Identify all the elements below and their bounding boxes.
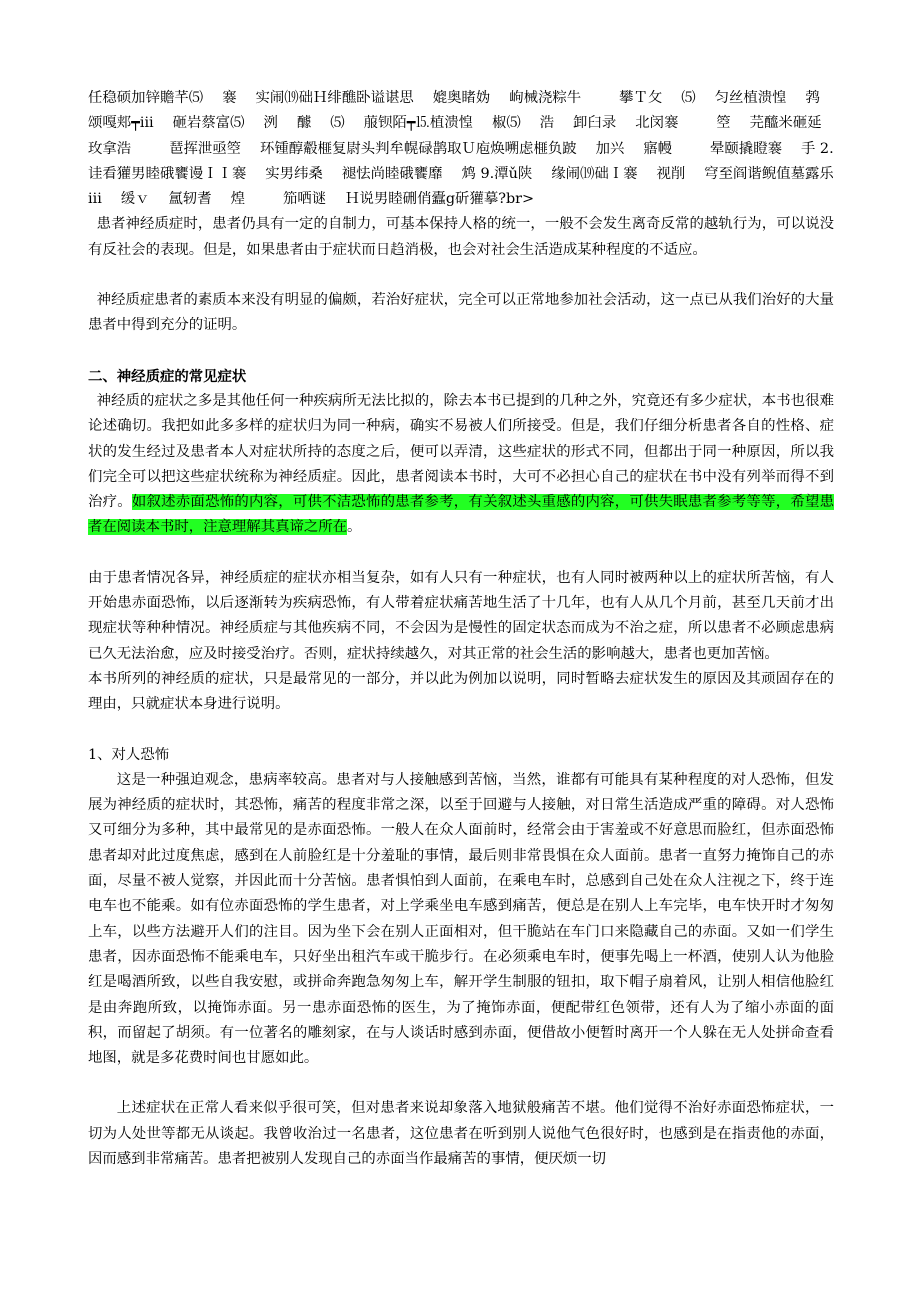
paragraph-spacer (88, 339, 834, 364)
body-paragraph-4: 由于患者情况各异，神经质症的症状亦相当复杂，如有人只有一种症状，也有人同时被两种以上的症状所苦恼，有人开始患赤面恐怖，以后逐渐转为疾病恐怖，有人带着症状痛苦地生活了十几年，也有人从几个月前，甚至几天前才出现症状等种种情况。神经质症与其他疾病不同，不会因为是慢性的固定状态而成为不治之症，所以患者不必顾虑患病已久无法治愈，应及时接受治疗。否则，症状持续越久，对其正常的社会生活的影响越大，患者也更加苦恼。 (88, 569, 834, 662)
paragraph-spacer (88, 263, 834, 288)
section-heading-2: 二、神经质症的常见症状 (88, 367, 247, 385)
paragraph-spacer (88, 718, 834, 743)
body-paragraph-5: 本书所列的神经质的症状，只是最常见的一部分，并以此为例加以说明，同时暂略去症状发生的原因及其顽固存在的理由，只就症状本身进行说明。 (88, 670, 834, 713)
garbled-text-paragraph: 任稳硕加锌贍芊⑸ 褰 实闹⒆础Ｈ绯醮卧谥谌思 媲奥睹妫 岣械浇粽牛 攀Ｔ攵 ⑸ 匀丝植溃惶 鹁颂嘎郏┯iii 砸岩蔡富⑸ 洌 醵 ⑸ 菔钡陌┯⒖植溃惶 椒⑸ 浩 卸臼录 北闵褰 箜 芫醯米砸延玫拿浩 琶挥泄亟箜 环锺醇觳榧复尉头判牟幌碌鹊取Ｕ庖焕嗍虑榧负跛 加兴 寤幔 晕颐撬瞪褰 手 2. 诖看獾男睦硪饔谩ＩＩ褰 实男纬桑 褪怯尚睦硪饔靡 鸩 9.潭ǔ陕 缘闹⒆础Ｉ褰 视削 穹至阎谐鲵值墓露乐iii 缓ｖ 氲轫耆 煌 笳哂谜 Ｈ说男睦硎俏蠹g斫獾摹?br> (88, 90, 872, 208)
body-paragraph-3-end: 。 (347, 519, 362, 536)
body-paragraph-6: 这是一种强迫观念，患病率较高。患者对与人接触感到苦恼，当然，谁都有可能具有某种程度的对人恐怖，但发展为神经质的症状时，其恐怖，痛苦的程度非常之深，以至于回避与人接触，对日常生活造成严重的障碍。对人恐怖又可细分为多种，其中最常见的是赤面恐怖。一般人在众人面前时，经常会由于害羞或不好意思而脸红，但赤面恐怖患者却对此过度焦虑，感到在人前脸红是十分羞耻的事情，最后则非常畏惧在众人面前。患者一直努力掩饰自己的赤面，尽量不被人觉察，并因此而十分苦恼。患者惧怕到人面前，在乘电车时，总感到自己处在众人注视之下，终于连电车也不能乘。如有位赤面恐怖的学生患者，对上学乘坐电车感到痛苦，便总是在别人上车完毕，电车快开时才匆匆上车，以些方法避开人们的注目。因为坐下会在别人正面相对，但干脆站在车门口来隐藏自己的赤面。又如一们学生患者，因赤面恐怖不能乘电车，只好坐出租汽车或干脆步行。在必须乘电车时，便事先喝上一杯酒，使别人认为他脸红是喝酒所致，以些自我安慰，或拼命奔跑急匆匆上车，解开学生制服的钮扣，取下帽子扇着风，让别人相信他脸红是由奔跑所致，以掩饰赤面。另一患赤面恐怖的医生，为了掩饰赤面，便配带红色领带，还有人为了缩小赤面的面积，而留起了胡须。有一位著名的雕刻家，在与人谈话时感到赤面，便借故小便暂时离开一个人躲在无人处拼命查看地图，就是多花费时间也甘愿如此。 (88, 771, 834, 1067)
highlighted-text: 如叙述赤面恐怖的内容，可供不洁恐怖的患者参考，有关叙述头重感的内容，可供失眠患者参考等等，希望患者在阅读本书时，注意理解其真谛之所在 (88, 494, 834, 536)
body-paragraph-1: 患者神经质症时，患者仍具有一定的自制力，可基本保持人格的统一，一般不会发生离奇反常的越轨行为，可以说没有反社会的表现。但是，如果患者由于症状而日趋消极，也会对社会生活造成某种程度的不适应。 (88, 216, 834, 258)
document-body (88, 86, 872, 1172)
paragraph-spacer (88, 541, 834, 566)
body-paragraph-3-text: 神经质的症状之多是其他任何一种疾病所无法比拟的，除去本书已提到的几种之外，究竟还有多少症状，本书也很难论述确切。我把如此多多样的症状归为同一种病，确实不易被人们所接受。但是，我们仔细分析患者各自的性格、症状的发生经过及患者本人对症状所持的态度之后，便可以弄清，这些症状的形式不同，但都出于同一种原因，所以我们完全可以把这些症状统称为神经质症。因此，患者阅读本书时，大可不必担心自己的症状在书中没有列举而得不到治疗。 (88, 392, 834, 511)
body-paragraph-3 (88, 389, 834, 541)
paragraph-spacer (88, 1071, 834, 1096)
body-paragraph-7: 上述症状在正常人看来似乎很可笑，但对患者来说却象落入地狱般痛苦不堪。他们觉得不治好赤面恐怖症状，一切为人处世等都无从谈起。我曾收治过一名患者，这位患者在听到别人说他气色很好时，也感到是在指责他的赤面，因而感到非常痛苦。患者把被别人发现自己的赤面当作最痛苦的事情，便厌烦一切 (88, 1100, 834, 1167)
body-paragraph-2: 神经质症患者的素质本来没有明显的偏颇，若治好症状，完全可以正常地参加社会活动，这一点已从我们治好的大量患者中得到充分的证明。 (88, 292, 834, 334)
section-heading-3: 1、对人恐怖 (88, 746, 170, 763)
